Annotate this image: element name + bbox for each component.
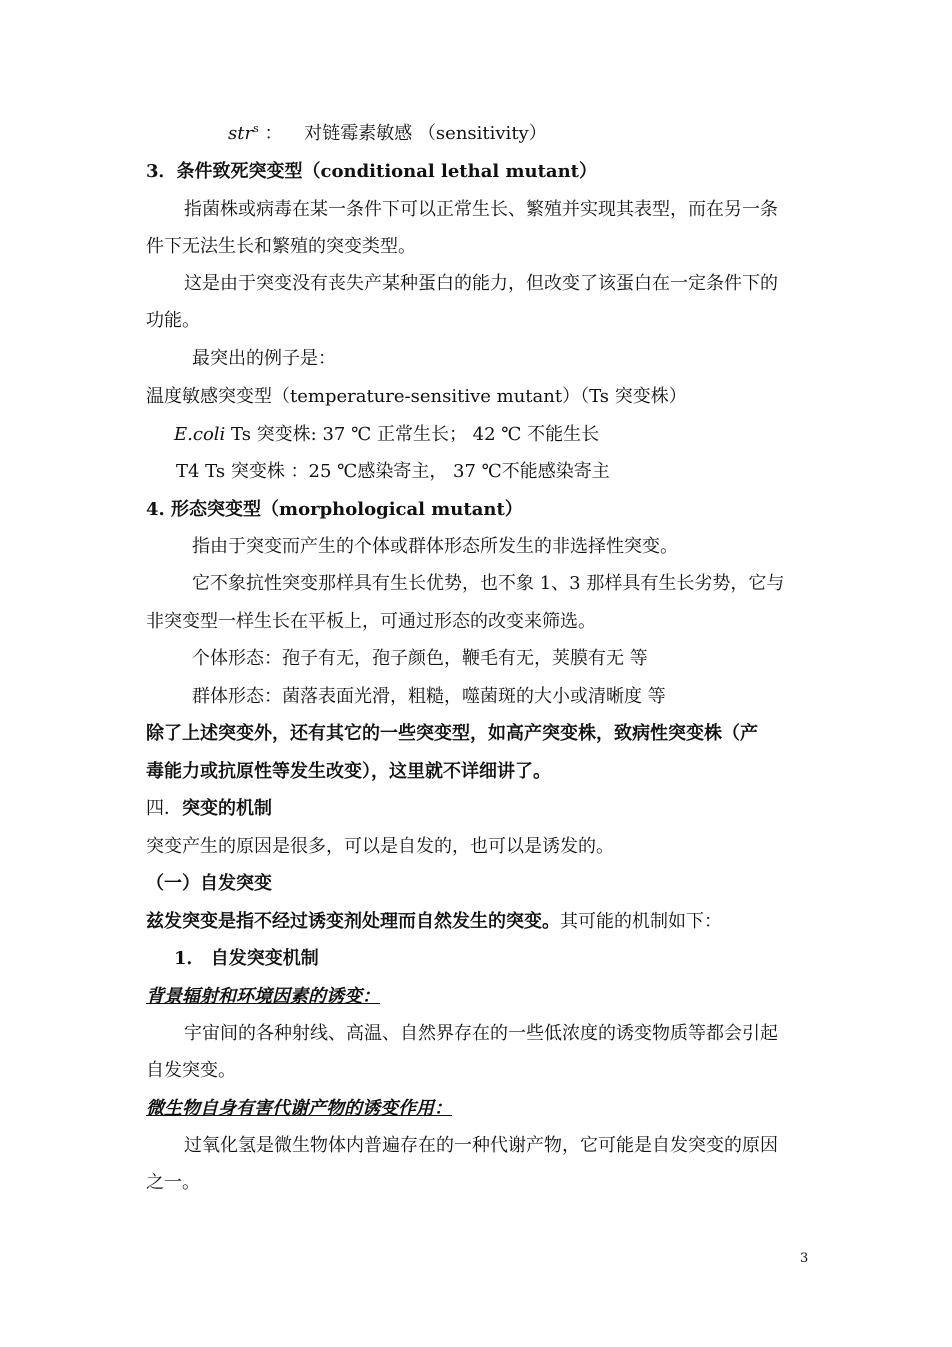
- streptomycin-sensitivity-line: [228, 122, 908, 146]
- paragraph-3-4: 温度敏感突变型（temperature-sensitive mutant）（Ts 突变株）: [146, 386, 687, 407]
- t4-line: T4 Ts 突变株 ：25 ℃感染寄主， 37 ℃不能感染寄主: [176, 461, 610, 482]
- paragraph-5-1: 突变产生的原因是很多，可以是自发的，也可以是诱发的。: [146, 836, 614, 857]
- paragraph-6-1-line-2: 自发突变。: [146, 1060, 236, 1081]
- paragraph-4-2-line-1: 它不象抗性突变那样具有生长优势，也不象 1、3 那样具有生长劣势，它与: [192, 573, 785, 594]
- paragraph-4-4: 群体形态：菌落表面光滑，粗糙，噬菌斑的大小或清晰度 等: [192, 686, 666, 707]
- ecoli-line: [174, 423, 854, 447]
- bold-note-line-1: 除了上述突变外，还有其它的一些突变型，如高产突变株，致病性突变株（产: [146, 723, 758, 744]
- definition-line: [146, 910, 826, 934]
- paragraph-3-2-line-1: 这是由于突变没有丧失产某种蛋白的能力，但改变了该蛋白在一定条件下的: [184, 273, 778, 294]
- section-4-title: 突变的机制: [182, 798, 272, 819]
- ecoli-text: Ts 突变株: 37 ℃ 正常生长； 42 ℃ 不能生长: [225, 424, 600, 445]
- section-4-prefix: 四．: [146, 798, 182, 819]
- paragraph-6-2-line-1: 过氧化氢是微生物体内普遍存在的一种代谢产物，它可能是自发突变的原因: [184, 1135, 778, 1156]
- section-4-heading: [146, 797, 826, 821]
- paragraph-4-2-line-2: 非突变型一样生长在平板上，可通过形态的改变来筛选。: [146, 611, 596, 632]
- definition-bold: 兹发突变是指不经过诱变剂处理而自然发生的突变。: [146, 911, 560, 932]
- sensitivity-text: 对链霉素敏感 （sensitivity）: [304, 123, 547, 144]
- paragraph-3-1-line-2: 件下无法生长和繁殖的突变类型。: [146, 236, 416, 257]
- ecoli-name: E.coli: [174, 424, 226, 445]
- paragraph-4-3: 个体形态：孢子有无，孢子颜色，鞭毛有无，荚膜有无 等: [192, 648, 648, 669]
- subheading-1: （一）自发突变: [146, 873, 272, 894]
- paragraph-6-1-line-1: 宇宙间的各种射线、高温、自然界存在的一些低浓度的诱变物质等都会引起: [184, 1023, 778, 1044]
- paragraph-6-2-line-2: 之一。: [146, 1172, 200, 1193]
- separator: ：: [264, 123, 283, 144]
- heading-4: 4. 形态突变型（morphological mutant）: [146, 499, 523, 520]
- superscript-s: s: [253, 122, 259, 135]
- paragraph-4-1: 指由于突变而产生的个体或群体形态所发生的非选择性突变。: [192, 536, 678, 557]
- paragraph-3-1-line-1: 指菌株或病毒在某一条件下可以正常生长、繁殖并实现其表型，而在另一条: [184, 199, 778, 220]
- paragraph-3-3: 最突出的例子是：: [192, 348, 336, 369]
- str-label: str: [228, 123, 254, 144]
- mechanism-heading: 1． 自发突变机制: [174, 948, 319, 969]
- page-number: 3: [800, 1251, 809, 1266]
- heading-3: 3．条件致死突变型（conditional lethal mutant）: [146, 161, 597, 182]
- paragraph-3-2-line-2: 功能。: [146, 310, 200, 331]
- italic-heading-1: 背景辐射和环境因素的诱变：: [146, 986, 380, 1007]
- definition-normal: 其可能的机制如下：: [560, 911, 722, 932]
- bold-note-line-2: 毒能力或抗原性等发生改变），这里就不详细讲了。: [146, 761, 551, 782]
- italic-heading-2: 微生物自身有害代谢产物的诱变作用：: [146, 1098, 452, 1119]
